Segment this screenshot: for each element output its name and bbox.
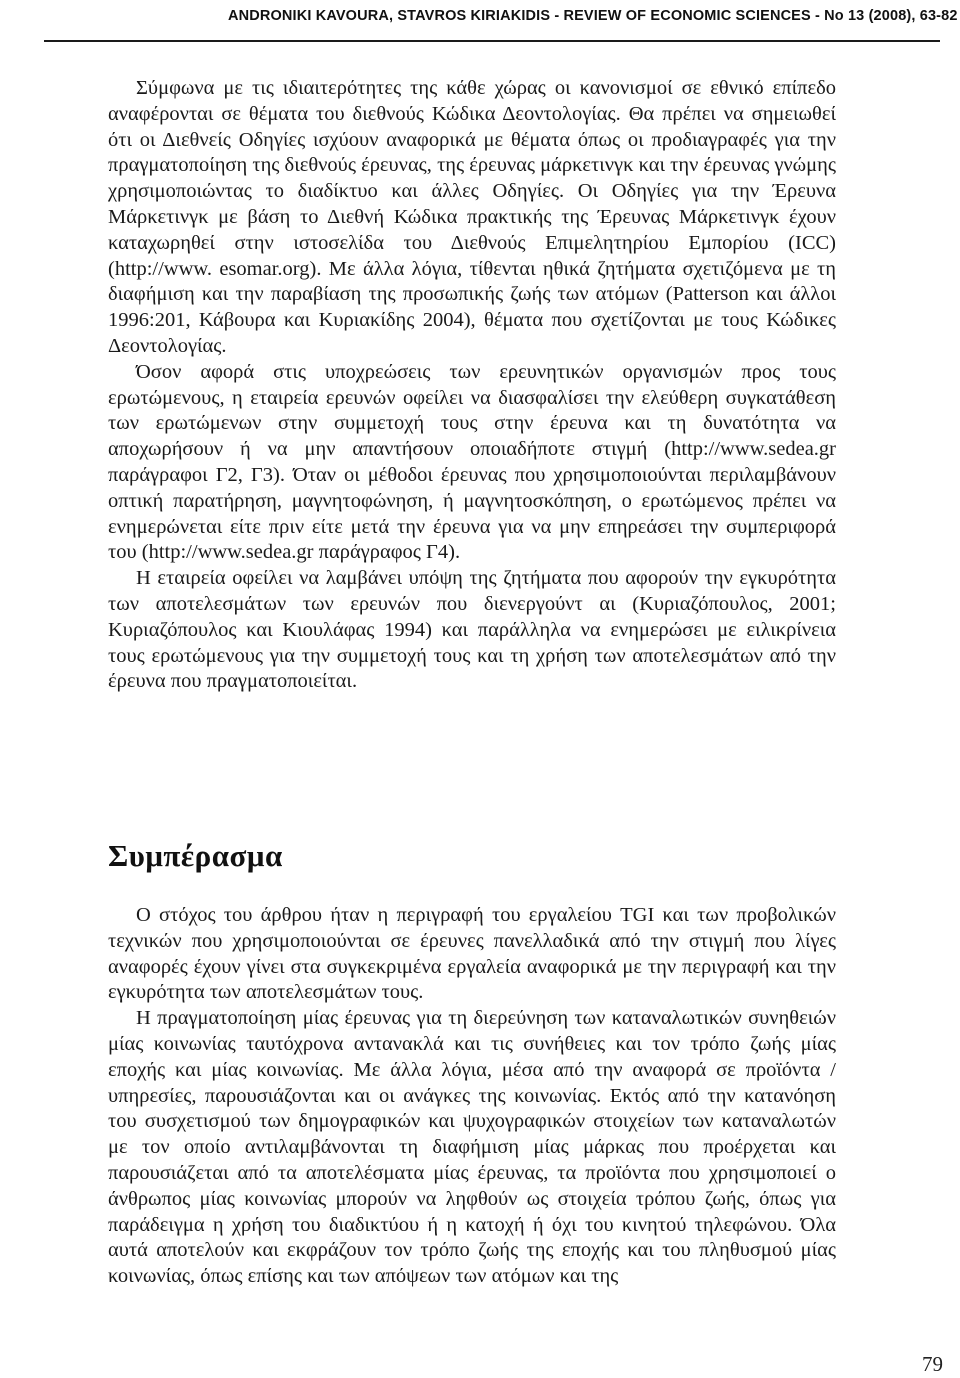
- paragraph: Η εταιρεία οφείλει να λαμβάνει υπόψη της ζητήματα που αφορούν την εγκυρότητα των αποτελεσμάτων των ερευνών που διενεργούντ αι (Κυριαζόπουλος, 2001; Κυριαζόπουλος και Κιουλάφας 1994) και παράλληλα να ενημερώσει με ειλικρίνεια τους ερωτώμενους για την συμμετοχή τους και τη χρήση των αποτελεσμάτων από την έρευνα που πραγματοποιείται.: [108, 567, 836, 693]
- header-rule: [44, 40, 940, 42]
- page-number: 79: [922, 1352, 943, 1376]
- body-text-top: [108, 76, 836, 695]
- section-heading: Συμπέρασμα: [108, 838, 283, 873]
- paragraph: Σύμφωνα με τις ιδιαιτερότητες της κάθε χώρας οι κανονισμοί σε εθνικό επίπεδο αναφέρονται σε θέματα του διεθνούς Κώδικα Δεοντολογίας. Θα πρέπει να σημειωθεί ότι οι Διεθνείς Οδηγίες ισχύουν αναφορικά με θέματα όπως οι προδιαγραφές για την πραγματοποίηση της διεθνούς έρευνας, της έρευνας μάρκετινγκ και την έρευνας γνώμης χρησιμοποιώντας το διαδίκτυο και άλλες Οδηγίες. Οι Οδηγίες για την Έρευνα Μάρκετινγκ με βάση το Διεθνή Κώδικα πρακτικής της Έρευνας Μάρκετινγκ έχουν καταχωρηθεί στην ιστοσελίδα του Διεθνούς Επιμελητηρίου Εμπορίου (ICC) (http://www. esomar.org). Με άλλα λόγια, τίθενται ηθικά ζητήματα σχετιζόμενα με τη διαφήμιση και την παραβίαση της προσωπικής ζωής των ατόμων (Patterson και άλλοι 1996:201, Κάβουρα και Κυριακίδης 2004), θέματα που σχετίζονται με τους Κώδικες Δεοντολογίας.: [108, 77, 836, 357]
- paragraph: Η πραγματοποίηση μίας έρευνας για τη διερεύνηση των καταναλωτικών συνηθειών μίας κοινωνίας ταυτόχρονα αντανακλά και τις συνήθειες και τον τρόπο ζωής μίας εποχής και μίας κοινωνίας. Με άλλα λόγια, μέσα από την αναφορά σε προϊόντα / υπηρεσίες, παρουσιάζονται και οι ανάγκες της κοινωνίας. Εκτός από την κατανόηση του συσχετισμού των δημογραφικών και ψυχογραφικών στοιχείων των καταναλωτών με τον οποίο αντιλαμβάνονται τη διαφήμιση μίας μάρκας που προέρχεται και παρουσιάζεται από τα αποτελέσματα μίας έρευνας, τα προϊόντα που χρησιμοποιεί ο άνθρωπος μίας κοινωνίας μπορούν να ληφθούν ως στοιχεία τρόπου ζωής, όπως για παράδειγμα η χρήση του διαδικτύου ή η κατοχή ή όχι του κινητού τηλεφώνου. Όλα αυτά αποτελούν και εκφράζουν τον τρόπο ζωής της εποχής και του πληθυσμού μίας κοινωνίας, όπως επίσης και των απόψεων των ατόμων και της: [108, 1007, 836, 1288]
- paragraph: Όσον αφορά στις υποχρεώσεις των ερευνητικών οργανισμών προς τους ερωτώμενους, η εταιρεία ερευνών οφείλει να διασφαλίσει την ελεύθερη συγκατάθεση των ερωτώμενων στην συμμετοχή τους στην έρευνα και τη δυνατότητα να αποχωρήσουν ή να μην απαντήσουν οποιαδήποτε στιγμή (http://www.sedea.gr παράγραφοι Γ2, Γ3). Όταν οι μέθοδοι έρευνας που χρησιμοποιούνται περιλαμβάνουν οπτική παρατήρηση, μαγνητοφώνηση, ή μαγνητοσκόπηση, ο ερωτώμενος πρέπει να ενημερώνεται είτε πριν είτε μετά την έρευνα για να μην επηρεάσει την συμπεριφορά του (http://www.sedea.gr παράγραφος Γ4).: [108, 360, 836, 564]
- body-text-bottom: [108, 903, 836, 1290]
- paragraph: Ο στόχος του άρθρου ήταν η περιγραφή του εργαλείου TGI και των προβολικών τεχνικών που χρησιμοποιούνται σε έρευνες πανελλαδικά από την στιγμή που λίγες αναφορές έχουν γίνει στα συγκεκριμένα εργαλεία αναφορικά με την περιγραφή και την εγκυρότητα των αποτελεσμάτων τους.: [108, 904, 836, 1004]
- running-head: ANDRONIKI KAVOURA, STAVROS KIRIAKIDIS - REVIEW OF ECONOMIC SCIENCES - No 13 (2008), 63-82: [228, 8, 958, 24]
